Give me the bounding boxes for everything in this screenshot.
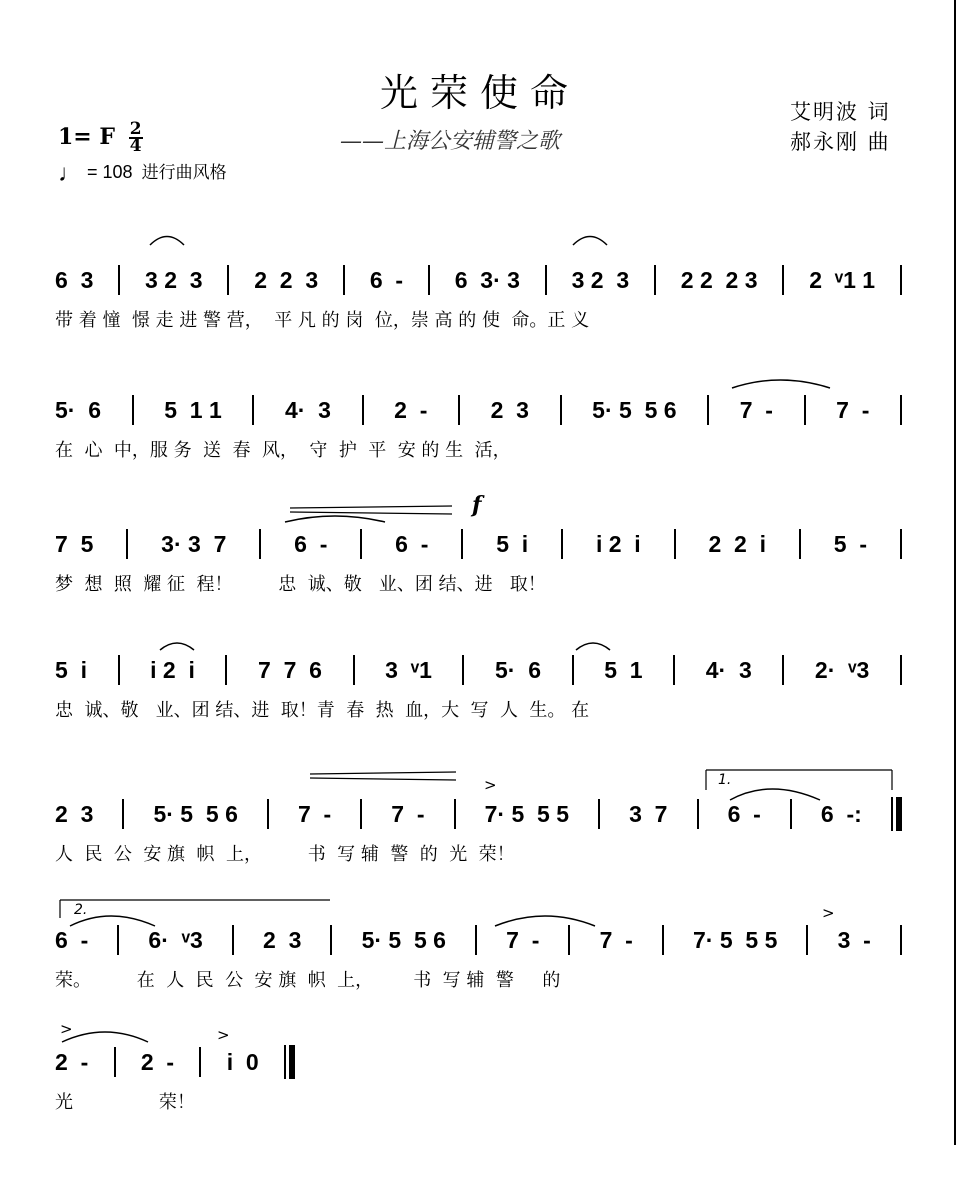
measure: 3 - bbox=[837, 926, 871, 953]
measure: 7· 5 5 5 bbox=[692, 926, 778, 953]
notes-row bbox=[55, 388, 902, 432]
measure: 5 i bbox=[496, 530, 529, 557]
score-line bbox=[0, 388, 960, 498]
barline bbox=[122, 799, 124, 829]
score-line bbox=[0, 792, 960, 902]
barline bbox=[259, 529, 261, 559]
song-title: 光荣使命 bbox=[379, 71, 580, 115]
lyrics-row: 在 心 中，服 务 送 春 风， 守 护 平 安 的 生 活， bbox=[55, 440, 511, 461]
time-signature bbox=[129, 119, 143, 156]
tie-arc bbox=[732, 380, 830, 388]
accent-mark: > bbox=[217, 1026, 230, 1044]
measure: 7· 5 5 5 bbox=[484, 800, 569, 827]
barline bbox=[199, 1047, 201, 1077]
volta-1-label: 1. bbox=[718, 772, 732, 788]
measure: 7 - bbox=[836, 396, 870, 423]
barline bbox=[900, 925, 902, 955]
barline bbox=[118, 265, 120, 295]
measure: i 2 i bbox=[595, 530, 641, 557]
measure: 5· 5 5 6 bbox=[153, 800, 238, 827]
measure: 6 3· 3 bbox=[454, 266, 520, 293]
barline bbox=[118, 655, 120, 685]
barline bbox=[461, 529, 463, 559]
lyrics-row: 人 民 公 安 旗 帜 上， 书 写 辅 警 的 光 荣！ bbox=[55, 844, 515, 865]
measure: 7 - bbox=[506, 926, 540, 953]
measure: 4· 3 bbox=[705, 656, 752, 683]
measure: 2 3 bbox=[263, 926, 302, 953]
accent-mark: > bbox=[60, 1020, 73, 1038]
barline bbox=[900, 265, 902, 295]
measure: 5· 6 bbox=[495, 656, 542, 683]
dynamic-forte: f bbox=[472, 492, 482, 518]
lyrics-row: 梦 想 照 耀 征 程！ 忠 诚、敬 业、团 结、进 取！ bbox=[55, 574, 546, 595]
tempo-style: 进行曲风格 bbox=[141, 163, 227, 182]
measure: 5 1 1 bbox=[164, 396, 222, 423]
measure: 6 - bbox=[369, 266, 404, 293]
time-numerator: 2 bbox=[129, 119, 142, 139]
score-line bbox=[0, 522, 960, 632]
barline bbox=[673, 655, 675, 685]
measure: 6 - bbox=[294, 530, 328, 557]
measure: 5 i bbox=[55, 656, 87, 683]
barline bbox=[454, 799, 456, 829]
barline bbox=[560, 395, 562, 425]
notes-row bbox=[55, 258, 902, 302]
barline bbox=[782, 265, 784, 295]
volta-2-label: 2. bbox=[74, 902, 88, 918]
barline bbox=[267, 799, 269, 829]
measure: 5 - bbox=[833, 530, 868, 557]
barline bbox=[568, 925, 570, 955]
measure: 2 ᵛ1 1 bbox=[809, 266, 876, 293]
measure: 7 7 6 bbox=[258, 656, 322, 683]
score-line bbox=[0, 258, 960, 368]
composer-credit: 郝永刚 曲 bbox=[790, 130, 891, 154]
tie-arc bbox=[573, 237, 607, 246]
measure: 2 2 2 3 bbox=[680, 266, 758, 293]
measure: 2 3 bbox=[490, 396, 529, 423]
barline bbox=[900, 529, 902, 559]
measure: 7 - bbox=[391, 800, 425, 827]
measure: 2 - bbox=[140, 1048, 175, 1075]
lyricist-credit: 艾明波 词 bbox=[790, 100, 891, 124]
barline bbox=[252, 395, 254, 425]
barline bbox=[462, 655, 464, 685]
measure: i 2 i bbox=[150, 656, 195, 683]
score-line bbox=[0, 648, 960, 758]
measure: 6 -: bbox=[820, 800, 862, 827]
notes-row bbox=[55, 522, 902, 566]
crescendo-lower bbox=[290, 512, 452, 514]
measure: 3 2 3 bbox=[145, 266, 203, 293]
notes-row bbox=[55, 1040, 295, 1084]
quarter-note-icon: ♩ bbox=[58, 160, 82, 187]
barline bbox=[799, 529, 801, 559]
crescendo-upper bbox=[310, 772, 456, 774]
lyrics-row: 带 着 憧 憬 走 进 警 营， 平 凡 的 岗 位，崇 高 的 使 命。正 义 bbox=[55, 310, 590, 331]
measure: 3 7 bbox=[629, 800, 668, 827]
song-subtitle: ——上海公安辅警之歌 bbox=[340, 129, 561, 154]
key-signature bbox=[58, 119, 143, 156]
measure: 2 - bbox=[394, 396, 428, 423]
notes-row bbox=[55, 648, 902, 692]
barline bbox=[132, 395, 134, 425]
barline bbox=[654, 265, 656, 295]
barline bbox=[707, 395, 709, 425]
barline bbox=[561, 529, 563, 559]
tempo-value: = 108 bbox=[87, 162, 133, 182]
barline bbox=[360, 799, 362, 829]
barline bbox=[428, 265, 430, 295]
barline bbox=[458, 395, 460, 425]
tie-arc bbox=[150, 237, 184, 246]
barline bbox=[662, 925, 664, 955]
barline bbox=[697, 799, 699, 829]
measure: 3 ᵛ1 bbox=[385, 656, 432, 683]
measure: 2 2 i bbox=[708, 530, 767, 557]
barline bbox=[360, 529, 362, 559]
measure: 7 - bbox=[297, 800, 332, 827]
score-line bbox=[0, 918, 960, 1028]
accent-mark: > bbox=[484, 776, 497, 794]
barline bbox=[126, 529, 128, 559]
notes-row bbox=[55, 792, 902, 836]
accent-mark: > bbox=[822, 904, 835, 922]
measure: 2 3 bbox=[55, 800, 94, 827]
barline bbox=[900, 395, 902, 425]
barline bbox=[572, 655, 574, 685]
measure: 7 - bbox=[739, 396, 773, 423]
final-barline bbox=[284, 1045, 295, 1079]
tempo-marking bbox=[58, 158, 227, 187]
notes-row bbox=[55, 918, 902, 962]
measure: 6 - bbox=[395, 530, 429, 557]
barline bbox=[114, 1047, 116, 1077]
final-barline bbox=[891, 797, 902, 831]
barline bbox=[227, 265, 229, 295]
barline bbox=[362, 395, 364, 425]
crescendo-lower bbox=[310, 778, 456, 780]
barline bbox=[545, 265, 547, 295]
measure: 5· 5 5 6 bbox=[361, 926, 446, 953]
lyrics-row: 光 荣！ bbox=[55, 1092, 195, 1113]
barline bbox=[232, 925, 234, 955]
barline bbox=[343, 265, 345, 295]
score-line bbox=[0, 1040, 960, 1150]
measure: i 0 bbox=[226, 1048, 259, 1075]
barline bbox=[353, 655, 355, 685]
barline bbox=[804, 395, 806, 425]
measure: 3 2 3 bbox=[571, 266, 630, 293]
barline bbox=[330, 925, 332, 955]
measure: 4· 3 bbox=[284, 396, 331, 423]
measure: 3· 3 7 bbox=[161, 530, 227, 557]
measure: 7 - bbox=[599, 926, 633, 953]
barline bbox=[674, 529, 676, 559]
measure: 7 5 bbox=[55, 530, 94, 557]
key-label: 1= F bbox=[58, 124, 116, 150]
barline bbox=[225, 655, 227, 685]
barline bbox=[790, 799, 792, 829]
barline bbox=[117, 925, 119, 955]
measure: 6 - bbox=[727, 800, 761, 827]
barline bbox=[475, 925, 477, 955]
barline bbox=[598, 799, 600, 829]
barline bbox=[806, 925, 808, 955]
measure: 6· ᵛ3 bbox=[148, 926, 203, 953]
barline bbox=[900, 655, 902, 685]
measure: 6 3 bbox=[55, 266, 94, 293]
crescendo-upper bbox=[290, 506, 452, 508]
time-denominator: 4 bbox=[129, 136, 142, 156]
measure: 2· ᵛ3 bbox=[814, 656, 870, 683]
measure: 5· 5 5 6 bbox=[592, 396, 677, 423]
barline bbox=[782, 655, 784, 685]
measure: 6 - bbox=[55, 926, 89, 953]
measure: 2 2 3 bbox=[254, 266, 319, 293]
measure: 2 - bbox=[55, 1048, 89, 1075]
measure: 5· 6 bbox=[55, 396, 102, 423]
measure: 5 1 bbox=[604, 656, 643, 683]
lyrics-row: 荣。 在 人 民 公 安 旗 帜 上， 书 写 辅 警 的 bbox=[55, 970, 561, 991]
lyrics-row: 忠 诚、敬 业、团 结、进 取！青 春 热 血，大 写 人 生。 在 bbox=[55, 700, 590, 721]
